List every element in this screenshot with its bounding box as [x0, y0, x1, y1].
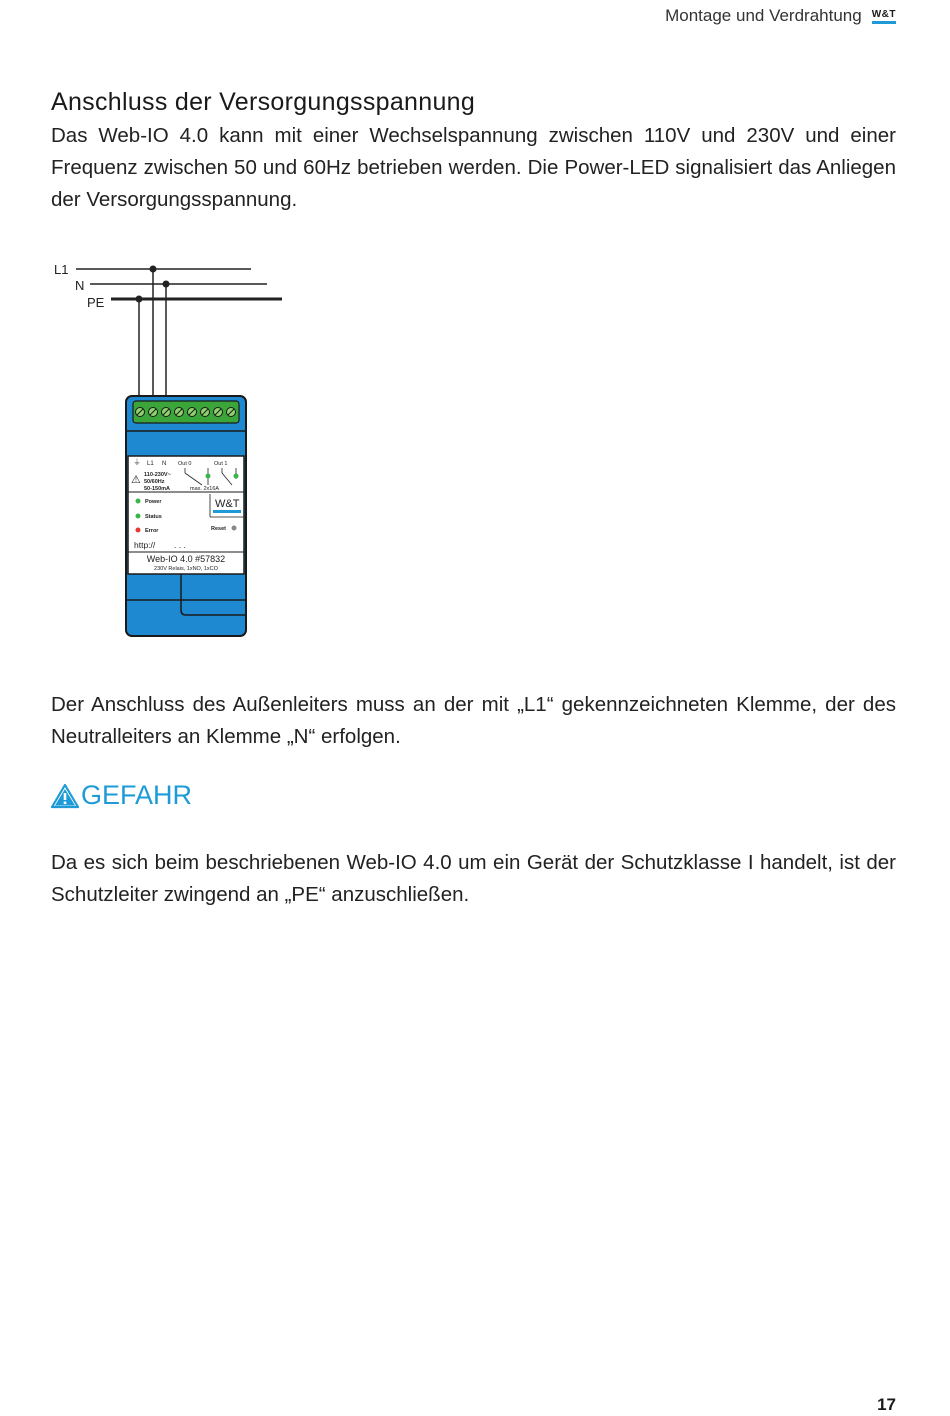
device-url-dots: . . . — [174, 540, 186, 550]
earth-symbol: ⏚ — [133, 458, 141, 467]
line-label-l1: L1 — [54, 262, 69, 277]
page-number: 17 — [877, 1395, 896, 1414]
terminal-label-out1: Out 1 — [214, 461, 228, 467]
intro-paragraph: Das Web-IO 4.0 kann mit einer Wechselspannung zwischen 110V und 230V und einer Frequenz zwischen 50 und 60Hz betrieben werden. Die Power-LED signalisiert das Anliegen der Versorgungsspannung. — [51, 124, 896, 211]
reset-label: Reset — [211, 526, 226, 532]
label-warning-icon: ⚠ — [131, 474, 141, 486]
terminal-label-n: N — [162, 461, 167, 467]
section-title: Montage und Verdrahtung — [665, 6, 862, 25]
device-brand: W&T — [215, 498, 240, 510]
device-brand-bar — [213, 510, 241, 513]
rating-voltage: 110-230V~ — [144, 472, 171, 478]
page-header — [665, 6, 896, 26]
rating-current: 50-150mA — [144, 486, 170, 492]
pe-junction — [136, 296, 143, 303]
error-led — [136, 528, 141, 533]
reset-button — [232, 526, 237, 531]
n-junction — [163, 281, 170, 288]
status-led — [136, 514, 141, 519]
led-label-error: Error — [145, 528, 159, 534]
brand-logo: W&T — [872, 9, 896, 24]
rating-relay: max. 2x16A — [190, 486, 220, 492]
power-led — [136, 499, 141, 504]
line-label-n: N — [75, 278, 85, 293]
device-url: http:// — [134, 540, 156, 550]
danger-label: GEFAHR — [81, 780, 193, 810]
out1-led — [234, 474, 239, 479]
terminal-label-l1: L1 — [147, 461, 154, 467]
warning-triangle-icon — [51, 783, 79, 809]
wiring-diagram — [50, 255, 290, 650]
connection-paragraph: Der Anschluss des Außenleiters muss an der mit „L1“ gekennzeichneten Klemme, der des Neutralleiters an Klemme „N“ erfolgen. — [51, 693, 896, 748]
terminal-label-out0: Out 0 — [178, 461, 192, 467]
led-label-power: Power — [145, 499, 162, 505]
device-model: Web-IO 4.0 #57832 — [146, 554, 226, 564]
led-label-status: Status — [145, 514, 162, 520]
l1-junction — [150, 266, 157, 273]
protective-paragraph: Da es sich beim beschriebenen Web-IO 4.0 um ein Gerät der Schutzklasse I handelt, ist der Schutzleiter zwingend an „PE“ anzuschließen. — [51, 851, 896, 906]
line-label-pe: PE — [87, 295, 105, 310]
out0-led — [206, 474, 211, 479]
rating-frequency: 50/60Hz — [144, 479, 165, 485]
page-title: Anschluss der Versorgungsspannung — [51, 88, 476, 116]
danger-heading — [51, 780, 192, 811]
device-model-sub: 230V Relais, 1xNO, 1xCO — [154, 566, 218, 572]
